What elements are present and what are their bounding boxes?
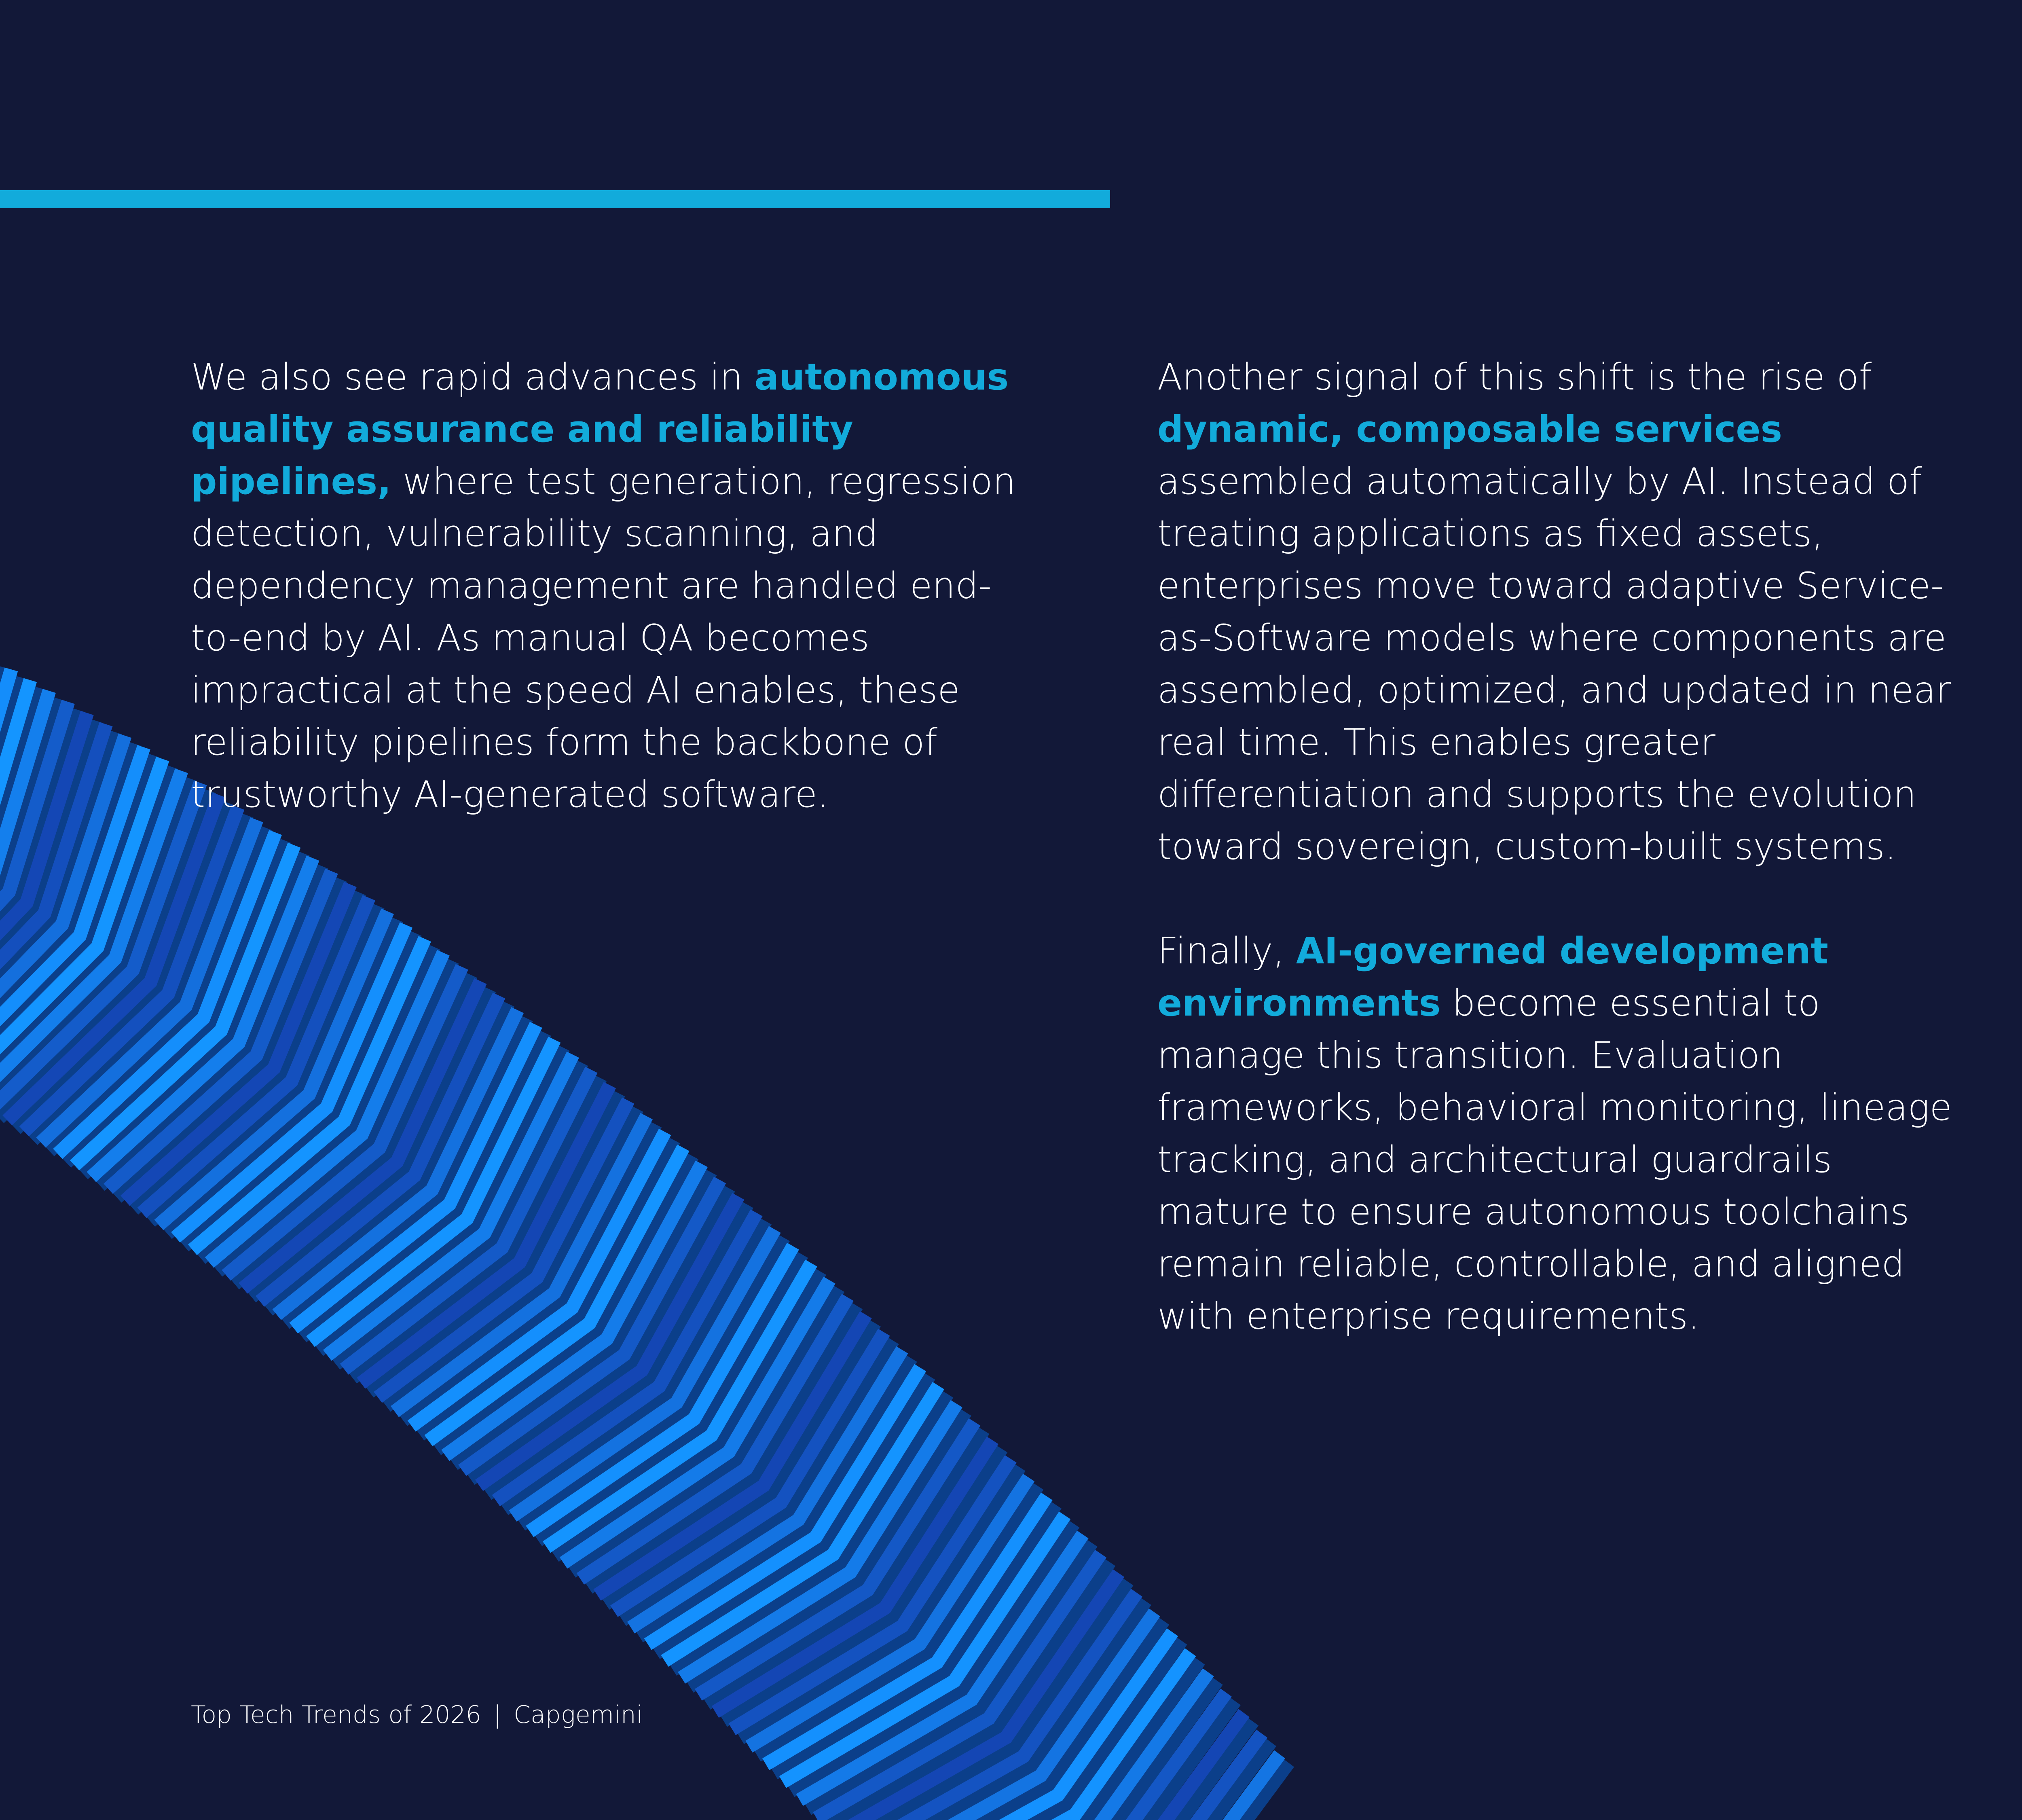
footer	[191, 1701, 643, 1729]
paragraph-gap	[1157, 873, 1966, 925]
column-left-text	[191, 351, 1016, 821]
footer-separator: |	[493, 1701, 502, 1729]
paragraph-qa: We also see rapid advances in autonomous quality assurance and reliability pipelines, where test generation, regression detection, vulnerability scanning, and dependency management are handled end-to-end by AI. As manual QA becomes impractical at the speed AI enables, these reliability pipelines form the backbone of trustworthy AI-generated software.	[191, 356, 1016, 816]
paragraph-composable: Another signal of this shift is the rise of dynamic, composable services assembled automatically by AI. Instead of treating applications as fixed assets, enterprises move toward adaptive Service-as-Software models where components are assembled, optimized, and updated in near real time. This enables greater differentiation and supports the evolution toward sovereign, custom-built systems.	[1157, 356, 1951, 868]
accent-bar	[0, 190, 1110, 208]
highlight-qa: autonomous quality assurance and reliability pipelines,	[191, 356, 1009, 503]
footer-company: Capgemini	[514, 1701, 643, 1729]
column-right-text	[1157, 351, 1966, 1342]
highlight-governed: AI-governed development environments	[1157, 930, 1828, 1024]
paragraph-governed: Finally, AI-governed development environments become essential to manage this transition. Evaluation frameworks, behavioral monitoring, lineage tracking, and architectural guardrails mature to ensure autonomous toolchains remain reliable, controllable, and aligned with enterprise requirements.	[1157, 930, 1952, 1337]
highlight-composable: dynamic, composable services	[1157, 408, 1783, 451]
footer-publication: Top Tech Trends of 2026	[191, 1701, 481, 1729]
